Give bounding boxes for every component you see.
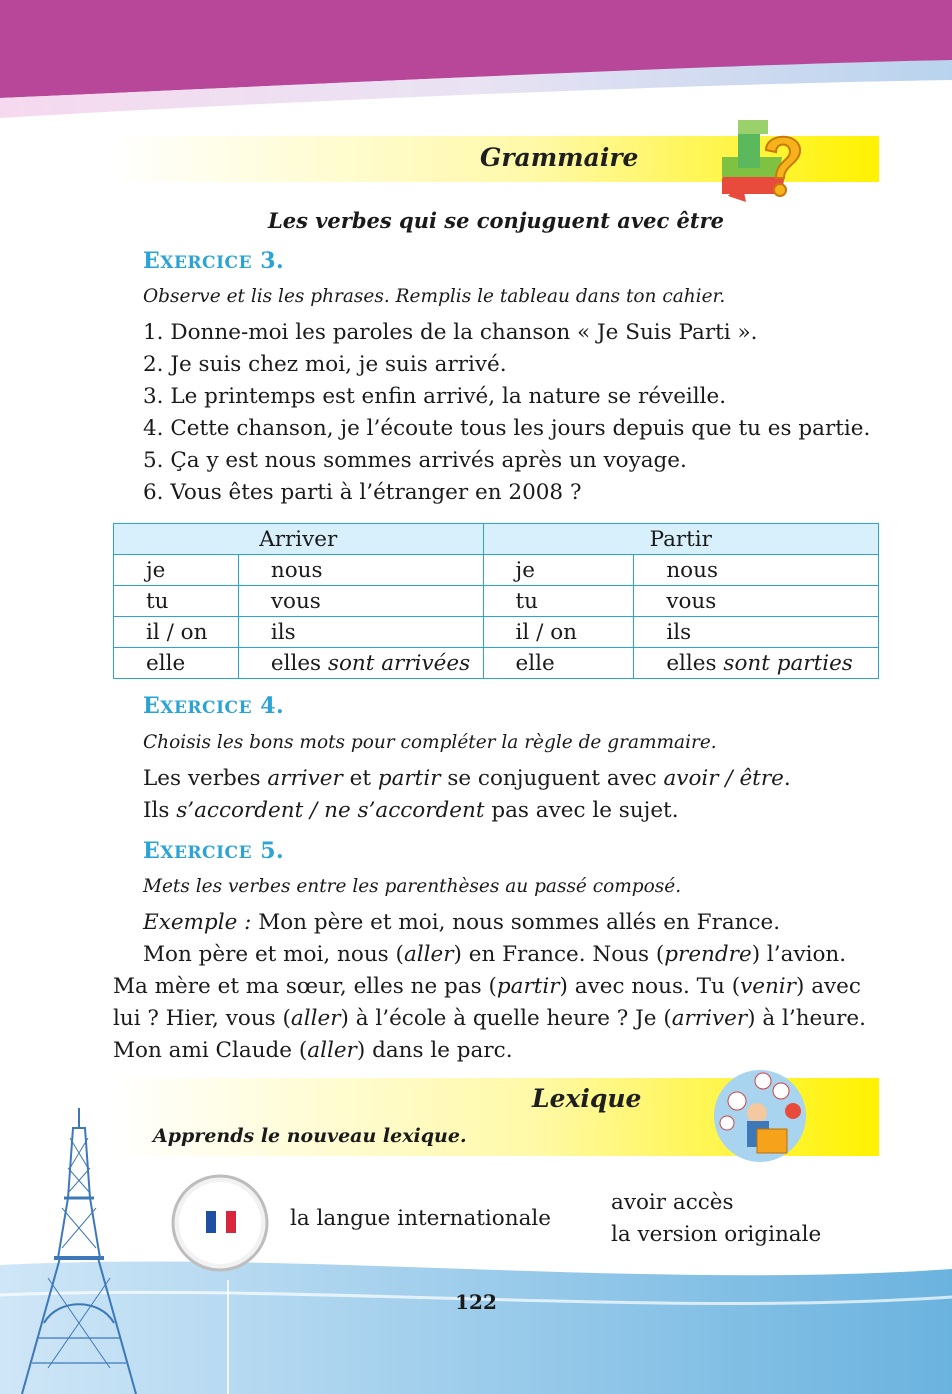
sentence-1: 1. Donne-moi les paroles de la chanson « Je Suis Parti ». <box>143 320 758 345</box>
paragraph-line-1 <box>143 942 846 967</box>
exercise-label-first: E <box>143 693 161 719</box>
text: Les verbes <box>143 766 268 791</box>
exercise-label-rest: XERCICE <box>160 843 253 863</box>
bottom-decorative-band <box>0 1255 952 1394</box>
table-row <box>114 648 879 679</box>
conjugation-table <box>113 523 879 679</box>
table-cell: je <box>114 555 239 586</box>
sentence-2: 2. Je suis chez moi, je suis arrivé. <box>143 352 507 377</box>
table-row <box>114 555 879 586</box>
rule-line-2 <box>143 798 679 823</box>
table-cell: ils <box>634 617 879 648</box>
table-cell: vous <box>238 586 483 617</box>
table-cell: il / on <box>483 617 634 648</box>
cell-pronoun: elles <box>270 650 328 676</box>
exercise-3-instruction: Observe et lis les phrases. Remplis le tableau dans ton cahier. <box>143 286 726 307</box>
italic-text: arriver <box>267 766 343 791</box>
text: ) l’avion. <box>751 942 847 967</box>
text: ) avec nous. Tu ( <box>559 974 741 999</box>
text: ) dans le parc. <box>356 1038 513 1063</box>
sentence-5: 5. Ça y est nous sommes arrivés après un voyage. <box>143 448 687 473</box>
italic-text: partir <box>377 766 441 791</box>
table-cell: tu <box>483 586 634 617</box>
paragraph-line-3 <box>113 1006 866 1031</box>
table-row <box>114 617 879 648</box>
text: pas avec le sujet. <box>484 798 679 823</box>
table-cell: il / on <box>114 617 239 648</box>
text: . <box>783 766 791 791</box>
text: Mon ami Claude ( <box>113 1038 308 1063</box>
italic-text: partir <box>496 974 560 999</box>
exercise-label-first: E <box>143 838 161 864</box>
text: se conjuguent avec <box>440 766 664 791</box>
italic-text: avoir / être <box>663 766 784 791</box>
table-header-partir: Partir <box>483 524 878 555</box>
alphabet-kid-icon <box>707 1063 813 1169</box>
table-cell: vous <box>634 586 879 617</box>
table-header-row <box>114 524 879 555</box>
exercise-label-number: 3. <box>260 248 285 274</box>
example-text: Mon père et moi, nous sommes allés en France. <box>251 910 781 935</box>
text: lui ? Hier, vous ( <box>113 1006 291 1031</box>
text: Ils <box>143 798 177 823</box>
lesson-subtitle: Les verbes qui se conjuguent avec être <box>267 208 725 233</box>
exercise-5-instruction: Mets les verbes entre les parenthèses au passé composé. <box>143 876 682 897</box>
top-decorative-band <box>0 0 952 120</box>
cell-italic-verb: sont arrivées <box>327 650 471 676</box>
lexique-item-right-2: la version originale <box>611 1222 822 1247</box>
cell-pronoun: elles <box>666 650 724 676</box>
rule-line-1 <box>143 766 791 791</box>
text: ) avec <box>795 974 861 999</box>
sentence-4: 4. Cette chanson, je l’écoute tous les jours depuis que tu es partie. <box>143 416 871 441</box>
books-question-icon <box>722 112 812 210</box>
exercise-5-title <box>143 838 284 864</box>
sentence-3: 3. Le printemps est enfin arrivé, la nature se réveille. <box>143 384 727 409</box>
text: et <box>342 766 378 791</box>
table-cell: nous <box>238 555 483 586</box>
table-header-arriver: Arriver <box>114 524 484 555</box>
exercise-label-rest: XERCICE <box>160 253 253 273</box>
text: ) à l’école à quelle heure ? Je ( <box>340 1006 672 1031</box>
italic-text: prendre <box>664 942 752 967</box>
example-line <box>143 910 780 935</box>
paragraph-line-2 <box>113 974 861 999</box>
exercise-label-rest: XERCICE <box>160 698 253 718</box>
italic-text: aller <box>403 942 454 967</box>
table-cell: je <box>483 555 634 586</box>
italic-text: venir <box>740 974 796 999</box>
italic-text: s’accordent / ne s’accordent <box>176 798 485 823</box>
cell-italic-verb: sont parties <box>723 650 853 676</box>
exercise-label-number: 5. <box>260 838 285 864</box>
text: ) à l’heure. <box>747 1006 866 1031</box>
table-cell: ils <box>238 617 483 648</box>
exercise-4-instruction: Choisis les bons mots pour compléter la règle de grammaire. <box>143 732 717 753</box>
table-cell <box>238 648 483 679</box>
sentence-6: 6. Vous êtes parti à l’étranger en 2008 ? <box>143 480 582 505</box>
table-row <box>114 586 879 617</box>
italic-text: aller <box>290 1006 341 1031</box>
paragraph-line-4 <box>113 1038 513 1063</box>
lexique-item-right-1: avoir accès <box>611 1190 734 1215</box>
text: Mon père et moi, nous ( <box>143 942 404 967</box>
table-cell <box>634 648 879 679</box>
table-cell: elle <box>483 648 634 679</box>
exercise-3-title <box>143 248 284 274</box>
page-number: 122 <box>455 1290 497 1314</box>
table-cell: nous <box>634 555 879 586</box>
table-cell: elle <box>114 648 239 679</box>
exercise-label-number: 4. <box>260 693 285 719</box>
lexique-item-left: la langue internationale <box>290 1206 551 1231</box>
italic-text: arriver <box>671 1006 748 1031</box>
moi-je-parle-francais-badge-icon <box>170 1173 270 1273</box>
text: Ma mère et ma sœur, elles ne pas ( <box>113 974 497 999</box>
text: ) en France. Nous ( <box>453 942 665 967</box>
exercise-label-first: E <box>143 248 161 274</box>
italic-text: aller <box>307 1038 357 1063</box>
example-label: Exemple : <box>143 910 252 935</box>
exercise-4-title <box>143 693 284 719</box>
grammar-title: Grammaire <box>480 143 639 172</box>
table-cell: tu <box>114 586 239 617</box>
lexique-title: Lexique <box>532 1084 642 1113</box>
lexique-subtitle: Apprends le nouveau lexique. <box>153 1125 467 1147</box>
